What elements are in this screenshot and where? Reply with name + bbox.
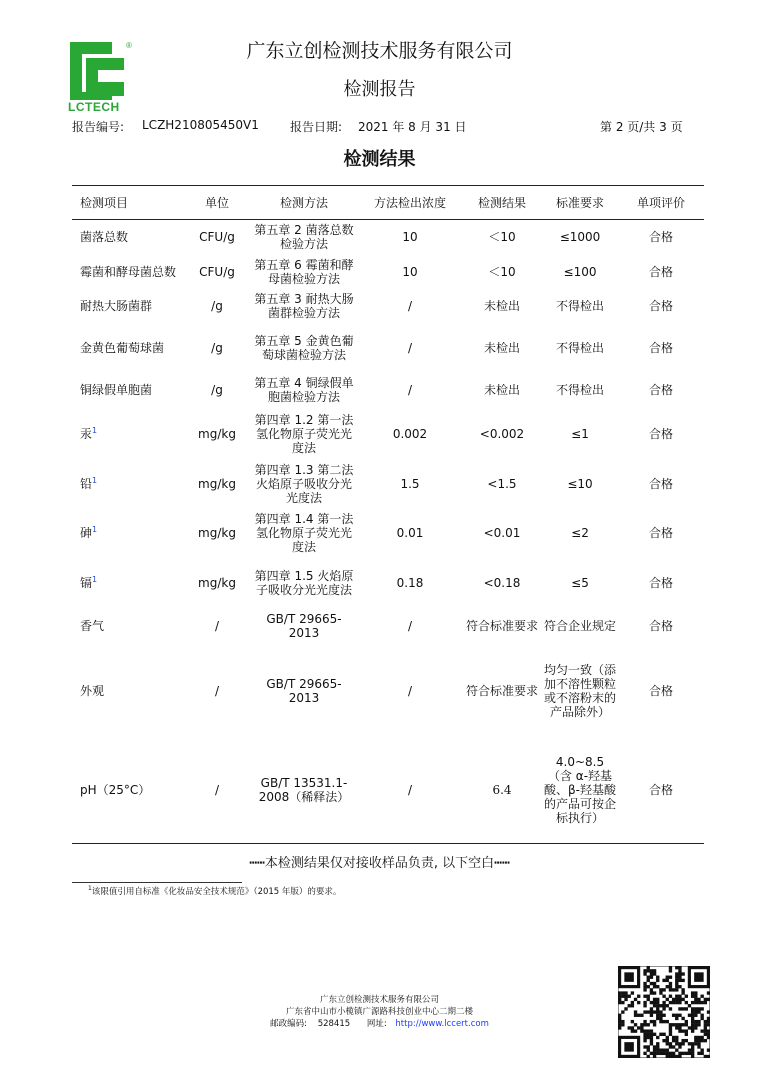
cell-lod: 0.01 [396,526,424,540]
table-row [72,459,704,509]
cell-eval: 合格 [648,299,673,313]
col-header-result: 检测结果 [462,186,542,220]
cell-standard: ≤1000 [559,230,601,245]
cell-method: 第五章 6 霉菌和酵母菌检验方法 [254,257,354,286]
results-title: 检测结果 [343,149,416,170]
cell-result: ＜10 [488,230,516,245]
cell-item: 金黄色葡萄球菌 [80,340,165,355]
footnote [88,885,341,897]
page-info: 第 2 页/共 3 页 [600,120,683,134]
cell-result: 符合标准要求 [465,683,538,698]
cell-lod: / [407,683,413,698]
table-row [72,509,704,558]
cell-lod: / [407,340,413,355]
table-row [72,409,704,459]
cell-eval: 合格 [648,618,673,633]
cell-item: 铜绿假单胞菌 [80,383,153,397]
cell-lod: 10 [402,230,418,245]
cell-unit: /g [211,299,223,313]
table-row [72,372,704,409]
cell-lod: / [407,299,413,313]
cell-item: 耐热大肠菌群 [80,299,153,313]
report-date-label: 报告日期: [290,120,343,134]
footnote-divider [72,882,242,883]
col-header-item: 检测项目 [72,186,184,220]
cell-lod: / [358,738,462,844]
cell-unit: / [184,738,250,844]
cell-standard: ≤5 [571,575,589,590]
footer-address: 广东省中山市小榄镇广源路科技创业中心二期二楼 [285,1007,473,1017]
cell-result: <0.01 [483,526,521,540]
cell-unit: CFU/g [199,264,235,279]
footnote-ref: 1 [92,475,98,485]
cell-item: 外观 [80,683,105,698]
cell-standard: ≤2 [571,526,589,540]
cell-unit: CFU/g [199,230,235,245]
cell-result: 未检出 [483,299,520,313]
cell-standard: ≤1 [571,426,589,441]
cell-item: 砷$^1$ [80,525,98,540]
table-row [72,738,704,844]
cell-method: 第四章 1.2 第一法 氢化物原子荧光光度法 [254,412,354,455]
cell-item: 铅$^1$ [80,475,98,491]
col-header-standard: 标准要求 [542,186,618,220]
cell-item: 香气 [80,618,105,633]
cell-lod: / [407,383,413,397]
website-link[interactable]: http://www.lccert.com [395,1019,489,1029]
cell-eval: 合格 [648,476,673,491]
website-label: 网址: [366,1019,387,1029]
report-no: LCZH210805450V1 [142,118,259,132]
cell-unit: /g [211,340,223,355]
cell-item: 镉$^1$ [80,574,98,590]
footnote-ref: 1 [92,425,98,435]
postcode: 528415 [317,1019,351,1029]
cell-method: 第五章 3 耐热大肠菌群检验方法 [254,292,354,320]
cell-standard: ≤10 [567,476,593,491]
cell-result: <1.5 [487,476,517,491]
end-note: ┅┅本检测结果仅对接收样品负责, 以下空白┅┅ [249,856,510,871]
col-header-method: 检测方法 [250,186,358,220]
cell-result: ＜10 [488,264,516,279]
cell-method: 第四章 1.5 火焰原子吸收分光光度法 [254,568,354,597]
cell-standard: 均匀一致（添加不溶性颗粒或不溶粉末的产品除外） [544,662,617,719]
cell-lod: 0.002 [392,426,428,441]
cell-standard: 4.0~8.5（含 α-羟基酸、β-羟基酸的产品可按企标执行） [542,738,618,844]
cell-method: 第四章 1.3 第二法 火焰原子吸收分光光度法 [254,462,354,505]
company-name: 广东立创检测技术服务有限公司 [246,40,513,62]
cell-result: 未检出 [483,383,520,397]
cell-standard: 符合企业规定 [544,618,617,633]
cell-lod: 10 [402,264,418,279]
cell-eval: 合格 [648,230,673,245]
results-table [72,185,704,844]
cell-eval: 合格 [648,575,673,590]
cell-standard: ≤100 [563,264,597,279]
cell-lod: 1.5 [400,476,420,491]
postcode-label: 邮政编码: [270,1019,307,1029]
cell-standard: 不得检出 [555,383,604,397]
footer-company: 广东立创检测技术服务有限公司 [319,995,439,1005]
table-row [72,324,704,372]
cell-standard: 不得检出 [555,340,604,355]
qr-code-icon [618,966,710,1058]
cell-eval: 合格 [648,426,673,441]
table-row [72,220,704,255]
col-header-lod: 方法检出浓度 [358,186,462,220]
table-row [72,608,704,644]
cell-method: GB/T 29665-2013 [266,611,342,640]
cell-result: 未检出 [483,340,520,355]
report-date: 2021 年 8 月 31 日 [358,120,467,134]
table-row [72,644,704,738]
cell-method: 第五章 4 铜绿假单胞菌检验方法 [254,376,354,404]
cell-eval: 合格 [618,738,704,844]
footnote-ref: 1 [92,525,98,534]
cell-unit: mg/kg [198,476,236,491]
table-row [72,558,704,608]
cell-method: 第四章 1.4 第一法 氢化物原子荧光光度法 [254,512,354,554]
cell-unit: mg/kg [198,526,236,540]
cell-method: 第五章 2 菌落总数检验方法 [254,223,354,252]
footnote-text: 该限值引用自标准《化妆品安全技术规范》（2015 年版）的要求。 [91,887,342,897]
footnote-ref: 1 [92,574,98,584]
cell-item: 菌落总数 [80,230,129,245]
cell-eval: 合格 [648,526,673,540]
logo-text: LCTECH [68,100,120,114]
col-header-eval: 单项评价 [618,186,704,220]
cell-standard: 不得检出 [555,299,604,313]
table-row [72,289,704,324]
cell-unit: mg/kg [198,575,236,590]
cell-eval: 合格 [648,383,673,397]
cell-method: GB/T 29665-2013 [266,676,342,705]
cell-unit: / [214,618,220,633]
table-header-row [72,186,704,220]
cell-result: <0.18 [483,575,521,590]
cell-method: 第五章 5 金黄色葡萄球菌检验方法 [254,333,354,362]
cell-item: 汞$^1$ [80,425,98,441]
report-title: 检测报告 [343,79,416,100]
cell-result: <0.002 [479,426,525,441]
cell-item: pH（25°C） [72,738,184,844]
cell-lod: / [407,618,413,633]
cell-unit: /g [211,383,223,397]
cell-result: 6.4 [462,738,542,844]
cell-method: GB/T 13531.1-2008（稀释法） [250,738,358,844]
cell-unit: / [214,683,220,698]
cell-eval: 合格 [648,264,673,279]
registered-mark: ® [126,41,132,50]
cell-eval: 合格 [648,340,673,355]
table-row [72,255,704,289]
col-header-unit: 单位 [184,186,250,220]
cell-lod: 0.18 [396,575,424,590]
cell-eval: 合格 [648,683,673,698]
cell-unit: mg/kg [198,426,236,441]
cell-result: 符合标准要求 [465,618,538,633]
report-no-label: 报告编号: [72,120,125,134]
footnote-marker: 1 [88,885,92,893]
cell-item: 霉菌和酵母菌总数 [80,264,177,279]
